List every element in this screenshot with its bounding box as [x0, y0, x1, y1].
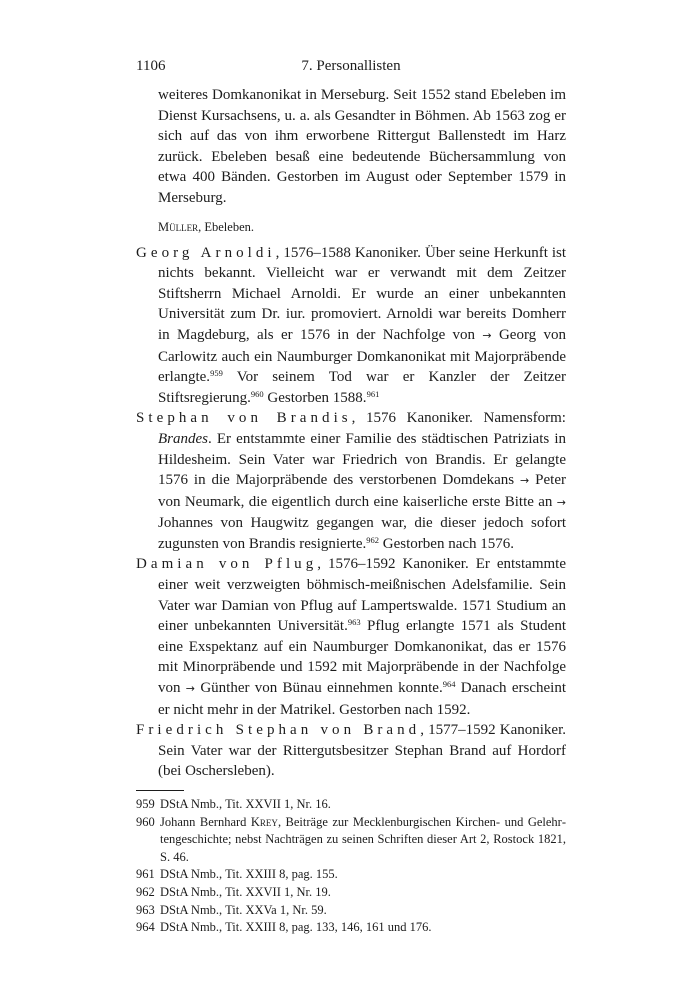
entry-text: , 1576–1588 Kanoniker. Über seine Herkunft ist nichts bekannt. Vielleicht war er verwandt mit dem Zeitzer Stiftsherrn Michael Arnoldi. Er wurde an einer unbekannten Universität zum Dr. iur. promoviert. Arnoldi war bereits Domherr in Magdeburg, als er 1576 in der Nachfolge von [158, 244, 566, 343]
entry-georg-arnoldi [136, 243, 566, 409]
footnote-text: DStA Nmb., Tit. XXVa 1, Nr. 59. [160, 902, 327, 917]
footnote-number: 963 [136, 902, 155, 917]
cross-reference-link[interactable]: Johannes von Haugwitz [158, 515, 309, 532]
footnote-marker[interactable]: 963 [347, 617, 361, 628]
entry-text: auch ein Naumburger Domkanonikat mit Majorpräbende erlangte. [158, 348, 566, 386]
reference-author: Müller [158, 219, 199, 234]
entry-text: Gestorben nach 1576. [379, 535, 515, 552]
cross-reference-link[interactable]: Peter von Neumark [158, 472, 566, 510]
entry-name: Stephan von Brandis [136, 410, 352, 427]
cross-reference-arrow-icon: → [520, 474, 530, 488]
footnote-author: Krey [250, 814, 278, 829]
name-form-italic: Brandes [158, 430, 208, 447]
footnotes [136, 796, 566, 937]
entry-text: Vor seinem Tod war er Kanzler der Zeitzer Stiftsregierung. [158, 369, 566, 406]
footnote-text: DStA Nmb., Tit. XXIII 8, pag. 155. [160, 867, 338, 882]
footnote-number: 960 [136, 814, 155, 829]
footnote-960 [136, 814, 566, 867]
entry-text: , 1576 Kanoniker. Namensform: [351, 410, 566, 427]
footnote-text: DStA Nmb., Tit. XXVII 1, Nr. 19. [160, 884, 331, 899]
footnote-marker[interactable]: 960 [250, 388, 264, 399]
cross-reference-arrow-icon: → [185, 682, 196, 696]
entry-text: , 1577–1592 Kanoniker. Sein Vater war der Rittergutsbesitzer Stephan Brand auf Hordorf (bei Oschersleben). [158, 722, 566, 780]
footnote-text: DStA Nmb., Tit. XXIII 8, pag. 133, 146, 161 und 176. [160, 920, 432, 935]
page-number: 1106 [136, 58, 166, 74]
entry-stephan-von-brandis [136, 408, 566, 554]
footnote-text: , Beiträge zur Mecklenburgischen Kirchen- und Gelehrtengeschichte; nebst Nachträgen zu seinen Schriften dieser Art 2, Rostock 1821, S. 46. [160, 814, 566, 864]
entry-text: Danach erscheint er nicht mehr in der Matrikel. Gestorben nach 1592. [158, 680, 566, 718]
footnote-marker[interactable]: 962 [366, 534, 380, 545]
cross-reference-arrow-icon: → [556, 495, 566, 509]
entry-text: einnehmen konnte. [321, 680, 443, 697]
footnote-number: 964 [136, 920, 155, 935]
running-head: 7. Personallisten [301, 58, 401, 74]
footnote-number: 961 [136, 867, 155, 882]
entry-text: , 1576–1592 Kanoniker. Er entstammte einer weit verzweigten böhmisch-meißnischen Adelsfamilie. Sein Vater war Damian von Pflug auf Lampertswalde. 1571 Studium an einer unbekannten Universität. [158, 556, 566, 635]
entry-text: gegangen war, die dieser jedoch sofort zugunsten von Brandis resignierte. [158, 515, 566, 552]
reference-rest: , Ebeleben. [198, 219, 255, 234]
footnote-959 [136, 796, 566, 814]
entry-text: , die eigentlich durch eine kaiserliche erste Bitte an [240, 493, 557, 510]
footnote-text: DStA Nmb., Tit. XXVII 1, Nr. 16. [160, 797, 331, 811]
footnote-divider [136, 790, 184, 791]
footnote-963 [136, 902, 566, 920]
footnote-number: 959 [136, 797, 155, 811]
footnote-number: 962 [136, 884, 155, 899]
cross-reference-arrow-icon: → [482, 328, 492, 342]
footnote-964 [136, 919, 566, 937]
entry-text: Gestorben 1588. [263, 389, 367, 406]
footnote-marker[interactable]: 964 [442, 679, 456, 690]
entry-damian-von-pflug [136, 554, 566, 720]
footnote-961 [136, 866, 566, 884]
cross-reference-link[interactable]: Günther von Bünau [200, 680, 322, 697]
footnote-text: Johann Bernhard [160, 814, 251, 829]
entry-name: Friedrich Stephan von Brand [136, 722, 421, 739]
literature-reference [136, 219, 566, 235]
entry-friedrich-stephan-von-brand [136, 720, 566, 782]
entry-name: Georg Arnoldi [136, 244, 276, 261]
page-header [136, 58, 566, 82]
book-page [136, 58, 566, 937]
footnote-962 [136, 884, 566, 902]
cross-reference-link[interactable]: Georg von Carlowitz [158, 326, 566, 365]
entry-name: Damian von Pflug [136, 556, 318, 573]
entry-text: Pflug erlangte 1571 als Student eine Exspektanz auf ein Naumburger Domkanonikat, das er 1576 mit Minorpräbende und 1592 mit Majorpräbende in der Nachfolge von [158, 618, 566, 697]
continuation-paragraph: weiteres Domkanonikat in Merseburg. Seit 1552 stand Ebeleben im Dienst Kursachsens, u. a. als Gesandter in Böhmen. Ab 1563 zog er sich auf das von ihm erworbene Rittergut Ballenstedt im Harz zurück. Ebeleben besaß eine bedeutende Büchersammlung von etwa 400 Bänden. Gestorben im August oder September 1579 in Merseburg. [158, 87, 566, 206]
entry-text: . Er entstammte einer Familie des städtischen Patriziats in Hildesheim. Sein Vater war Friedrich von Brandis. Er gelangte 1576 in die Majorpräbende des verstorbenen Domdekans [158, 430, 566, 489]
footnote-marker[interactable]: 959 [210, 368, 223, 379]
footnote-marker[interactable]: 961 [366, 388, 380, 399]
main-text [136, 85, 566, 782]
